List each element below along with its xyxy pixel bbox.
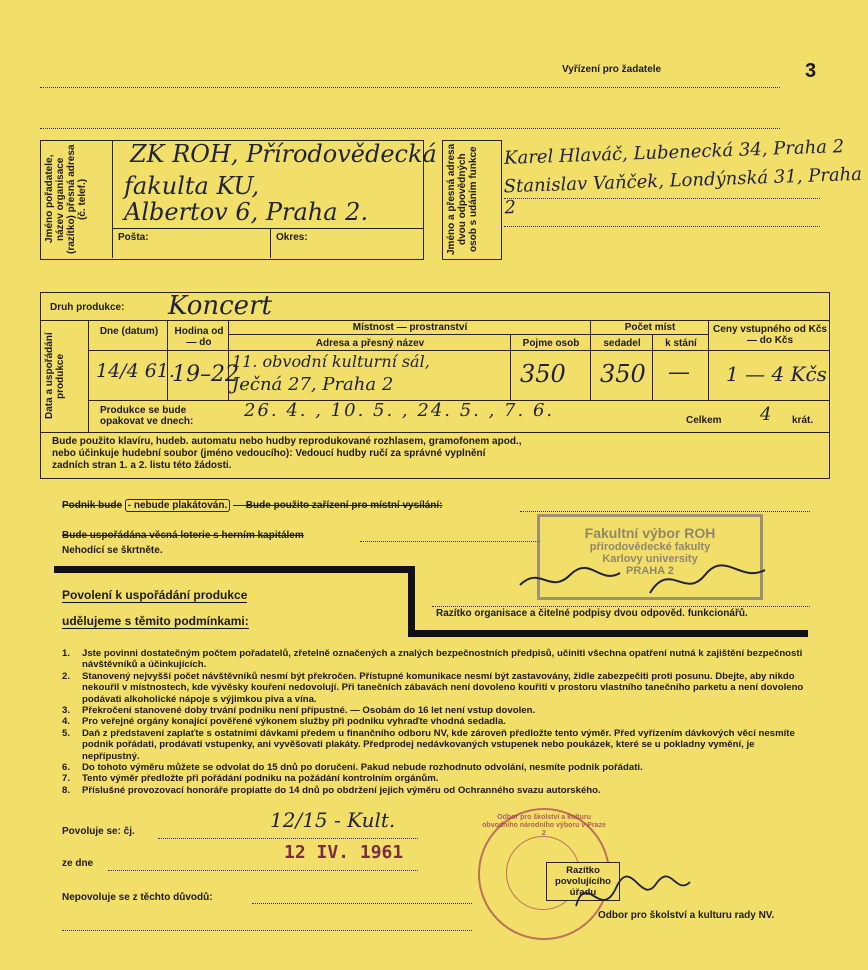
condition-item: 3. Překročení stanovené doby trvání podniku není přípustné. — Osobám do 16 let není vstup dovolen. xyxy=(62,705,536,717)
conditions-list xyxy=(62,648,814,796)
razitko-label: Razítko povolujícího úřadu xyxy=(546,862,620,901)
production-side-label: Data a uspořádání produkce xyxy=(44,332,66,420)
condition-item: 2. Stanovený nejvyšší počet návštěvníků nesmí být překročen. Přístupné komunikace nesmí být zastavovány, židle zabezpečiti proti posunu. Dbejte, aby nikdo nekouřil v místnostech, kde vývěsky kouření nedovolují. Při tanečních zábavách není dovoleno kouřiti v prostoru vlastního tanečního parketu a není dovoleno podávati alkoholické nápoje s výjimkou piva a vína. xyxy=(62,670,804,705)
responsible-person-2: Stanislav Vaňček, Londýnská 31, Praha 2 xyxy=(503,163,863,219)
sedadel-value: 350 xyxy=(600,360,646,388)
col-pojme: Pojme osob xyxy=(522,338,580,349)
header-title: Vyřízení pro žadatele xyxy=(562,64,662,75)
col-hodina: Hodina od — do xyxy=(174,326,224,348)
povoluje-label: Povoluje se: čj. xyxy=(62,826,135,837)
col-ceny: Ceny vstupného od Kčs — do Kčs xyxy=(713,324,827,346)
col-mistnost: Místnost — prostranství xyxy=(352,322,468,333)
repeat-label: Produkce se bude opakovat ve dnech: xyxy=(100,405,194,427)
page-number: 3 xyxy=(805,60,817,82)
permit-title-1: Povolení k uspořádání produkce xyxy=(62,588,248,602)
options-line-2: Bude uspořádána věcná loterie s herním kapitálem xyxy=(62,530,304,541)
signature-caption: Razítko organisace a čitelné podpisy dvou odpověd. funkcionářů. xyxy=(436,608,748,619)
organizer-value-1: ZK ROH, Přírodovědecká xyxy=(130,140,437,168)
hodina-value: 19–22 xyxy=(172,362,239,387)
druh-label: Druh produkce: xyxy=(50,302,125,313)
den-value: 14/4 61. xyxy=(96,360,175,382)
nepovoluje-label: Nepovoluje se z těchto důvodů: xyxy=(62,892,213,903)
permit-title-2: udělujeme s těmito podmínkami: xyxy=(62,614,249,628)
adresa-value-2: Ječná 27, Praha 2 xyxy=(232,374,394,395)
celkem-label: Celkem xyxy=(686,415,722,426)
okres-label: Okres: xyxy=(276,232,308,243)
header-line xyxy=(40,87,780,88)
condition-item: 8. Příslušné provozovací honoráře propiatte do 14 dnů po obdržení jejich výměru od Ochranného svazu autorského. xyxy=(62,784,601,796)
col-den: Dne (datum) xyxy=(99,326,159,337)
responsible-person-1: Karel Hlaváč, Lubenecká 34, Praha 2 xyxy=(503,136,845,169)
responsible-label: Jméno a přesná adresa dvou odpovědných osob s udáním funkce xyxy=(446,143,479,255)
povoluje-value: 12/15 - Kult. xyxy=(270,808,396,832)
col-pocet: Počet míst xyxy=(624,322,676,333)
condition-item: 5. Daň z představení zaplaťte s ostatními dávkami předem u finančního odboru NV, kde zároveň předložte tento výměr. Před vyřízením dávkových věcí nesmíte podnik pořádati, prodávati vstupenky, ani vyvěšovati plakáty. Předprodej nedávkovaných vstupenek nebo poukázek, které se u pokladny vymění, je nepřípustný. xyxy=(62,727,795,762)
header-line-2 xyxy=(40,128,780,129)
celkem-value: 4 xyxy=(760,404,772,425)
condition-item: 6. Do tohoto výměru můžete se odvolat do 15 dnů po doručení. Pakud nebude rozhodnuto odvolání, nesmíte podnik pořádati. xyxy=(62,762,643,774)
organizer-value-3: Albertov 6, Praha 2. xyxy=(124,198,369,226)
krat-label: krát. xyxy=(792,415,814,426)
options-line-3: Nehodící se škrtněte. xyxy=(62,545,163,556)
organizer-label: Jméno pořadatele, název organisace (razítko) přesná adresa (č. telef.) xyxy=(44,144,88,254)
ceny-value: 1 — 4 Kčs xyxy=(726,362,827,386)
pojme-value: 350 xyxy=(520,360,566,388)
condition-item: 7. Tento výměr předložte při pořádání podniku na požádání kontrolním orgánům. xyxy=(62,773,439,785)
organizer-value-2: fakulta KU, xyxy=(124,172,260,200)
adresa-value-1: 11. obvodní kulturní sál, xyxy=(232,352,430,371)
col-adresa: Adresa a přesný název xyxy=(315,338,425,349)
ze-dne-label: ze dne xyxy=(62,858,94,869)
repeat-value: 26. 4. , 10. 5. , 24. 5. , 7. 6. xyxy=(244,400,555,421)
col-kstani: k stání xyxy=(665,338,697,349)
col-sedadel: sedadel xyxy=(603,338,641,349)
condition-item: 4. Pro veřejné orgány konající pověřené výkonem služby při podniku vyhraďte vhodná sedadla. xyxy=(62,716,506,728)
kstani-value: — xyxy=(668,360,690,385)
options-line-1: Podnik bude - nebude plakátován. — Bude použito zařízení pro místní vysílání: xyxy=(62,500,443,511)
druh-value: Koncert xyxy=(168,291,272,321)
posta-label: Pošta: xyxy=(118,232,149,243)
odbor-caption: Odbor pro školství a kulturu rady NV. xyxy=(598,910,775,921)
date-stamp: 12 IV. 1961 xyxy=(284,842,404,863)
signature-drawing xyxy=(510,555,780,605)
production-note: Bude použito klavíru, hudeb. automatu nebo hudby reprodukované rozhlasem, gramofonem apod., nebo účinkuje hudební soubor (jméno vedoucího): Vedoucí hudby ručí za správné vyplnění zadních stran 1. a 2. listu této žádosti. xyxy=(52,436,522,471)
roh-stamp: Fakultní výbor ROH přírodovědecké fakulty Karlovy university PRAHA 2 xyxy=(537,514,763,600)
condition-item: 1. Jste povinni dostatečným počtem pořadatelů, zřetelně označených a znalých bezpečnostních předpisů, učiniti všechna opatření nutná k zajištění bezpečnosti návštěvníků a účinkujících. xyxy=(62,648,803,671)
stamp-ring-text: Odbor pro školství a kulturu obvodního národního výboru v Praze 2 xyxy=(482,814,606,837)
